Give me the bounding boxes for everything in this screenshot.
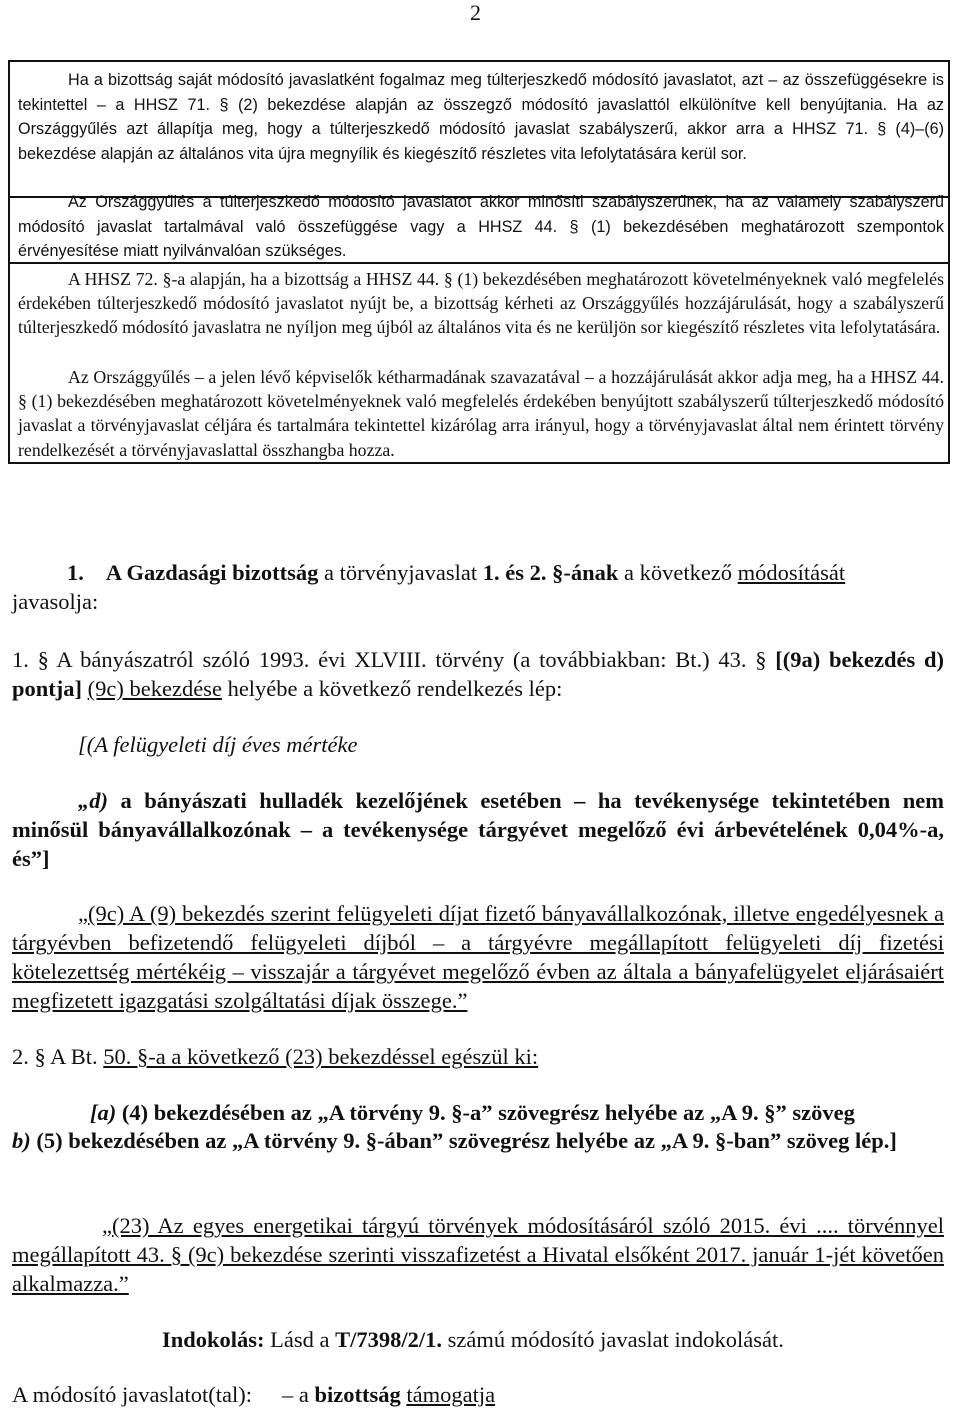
deleted-point-d: „d) a bányászati hulladék kezelőjének esetében – ha tevékenysége tekintetében nem minősül bányavállalkozónak – a tevékenysége tárgyévet megelőző évi árbevételének 0,04%-a, és”] (12, 788, 944, 871)
deleted-point-a: [a) (4) bekezdésében az „A törvény 9. §-a” szövegrész helyébe az „A 9. §” szöveg (90, 1100, 855, 1125)
point-2-intro: 2. § A Bt. 50. §-a a következő (23) bekezdéssel egészül ki: (12, 1044, 539, 1069)
sections-ref: 1. és 2. §-ának (482, 560, 619, 585)
info-box-paragraph-4: Az Országgyűlés – a jelen lévő képviselők kétharmadának szavazatával – a hozzájárulását akkor adja meg, ha a HHSZ 44. § (1) bekezdésében meghatározott követelményeknek való megfelelés érdekében benyújtott szabályszerű túlterjeszkedő módosító javaslat a törvényjavaslat céljára és tartalmára tekintettel kizárólag arra irányul, hogy a törvényjavaslat által nem érintett törvény rendelkezését a törvényjavaslattal összhangba hozza. (18, 367, 944, 460)
committee-name: A Gazdasági bizottság (105, 560, 319, 585)
deleted-ref: [(9a) bekezdés d) pontja] (12, 647, 945, 701)
page-number: 2 (470, 0, 481, 25)
deleted-point-b: b) (5) bekezdésében az „A törvény 9. §-ában” szövegrész helyébe az „A 9. §-ban” szöveg lép.] (12, 1128, 897, 1153)
justification: Indokolás: Lásd a T/7398/2/1. számú módosító javaslat indokolását. (162, 1327, 784, 1352)
status-supports: támogatja (406, 1382, 496, 1407)
info-box-paragraph-3: A HHSZ 72. §-a alapján, ha a bizottság a HHSZ 44. § (1) bekezdésében meghatározott követelményeknek való megfelelés érdekében túlterjeszkedő módosító javaslatot nyújt be, a bizottság kérheti az Országgyűlés hozzájárulását, hogy a szabályszerű túlterjeszkedő módosító javaslatra ne nyíljon meg újból az általános vita és ne kerüljön sor kiegészítő részletes vita lefolytatására. (18, 269, 944, 338)
deleted-heading: [(A felügyeleti díj éves mértéke (78, 732, 358, 757)
amendment-intro: 1. A Gazdasági bizottság a törvényjavaslat 1. és 2. §-ának a következő módosítását javasolja: (12, 560, 846, 614)
new-ref: (9c) bekezdése (87, 676, 222, 701)
point-1-intro: 1. § A bányászatról szóló 1993. évi XLVIII. törvény (a továbbiakban: Bt.) 43. § [(9a) bekezdés d) pontja] (9c) bekezdése helyébe a következő rendelkezés lép: (12, 647, 945, 701)
new-paragraph-9c: „(9c) A (9) bekezdés szerint felügyeleti díjat fizető bányavállalkozónak, illetve engedélyesnek a tárgyévben befizetendő felügyeleti díjból – a tárgyévre megállapított felügyeleti díj fizetési kötelezettség mértékéig – visszajár a tárgyévet megelőző évben az általa a bányafelügyelet eljárásaiért megfizetett igazgatási szolgáltatási díjak összege.” (12, 901, 944, 1013)
info-box-paragraph-1: Ha a bizottság saját módosító javaslatként fogalmaz meg túlterjeszkedő módosító javaslatot, azt – az összefüggésekre is tekintettel – a HHSZ 71. § (2) bekezdése alapján az összegző módosító javaslattól elkülönítve kell benyújtania. Ha az Országgyűlés azt állapítja meg, hogy a túlterjeszkedő módosító javaslat szabályszerű, akkor arra a HHSZ 71. § (4)–(6) bekezdése alapján az általános vita újra megnyílik és kiegészítő részletes vita lefolytatására kerül sor. (18, 71, 944, 163)
new-paragraph-23: „(23) Az egyes energetikai tárgyú törvények módosításáról szóló 2015. évi .... törvénnyel megállapított 43. § (9c) bekezdése szerinti visszafizetést a Hivatal elsőként 2017. január 1-jét követően alkalmazza.” (12, 1213, 944, 1296)
info-box-paragraph-2: Az Országgyűlés a túlterjeszkedő módosító javaslatot akkor minősíti szabályszerűnek, ha az valamely szabályszerű módosító javaslat tartalmával való összefüggése vagy a HHSZ 44. § (1) bekezdésében meghatározott szempontok érvényesítése miatt nyilvánvalóan szükséges. (18, 193, 944, 261)
committee-position: A módosító javaslatot(tal): – a bizottság támogatja (12, 1382, 496, 1407)
amendment-number: 1. (67, 560, 84, 585)
amend-word: módosítását (737, 560, 846, 585)
